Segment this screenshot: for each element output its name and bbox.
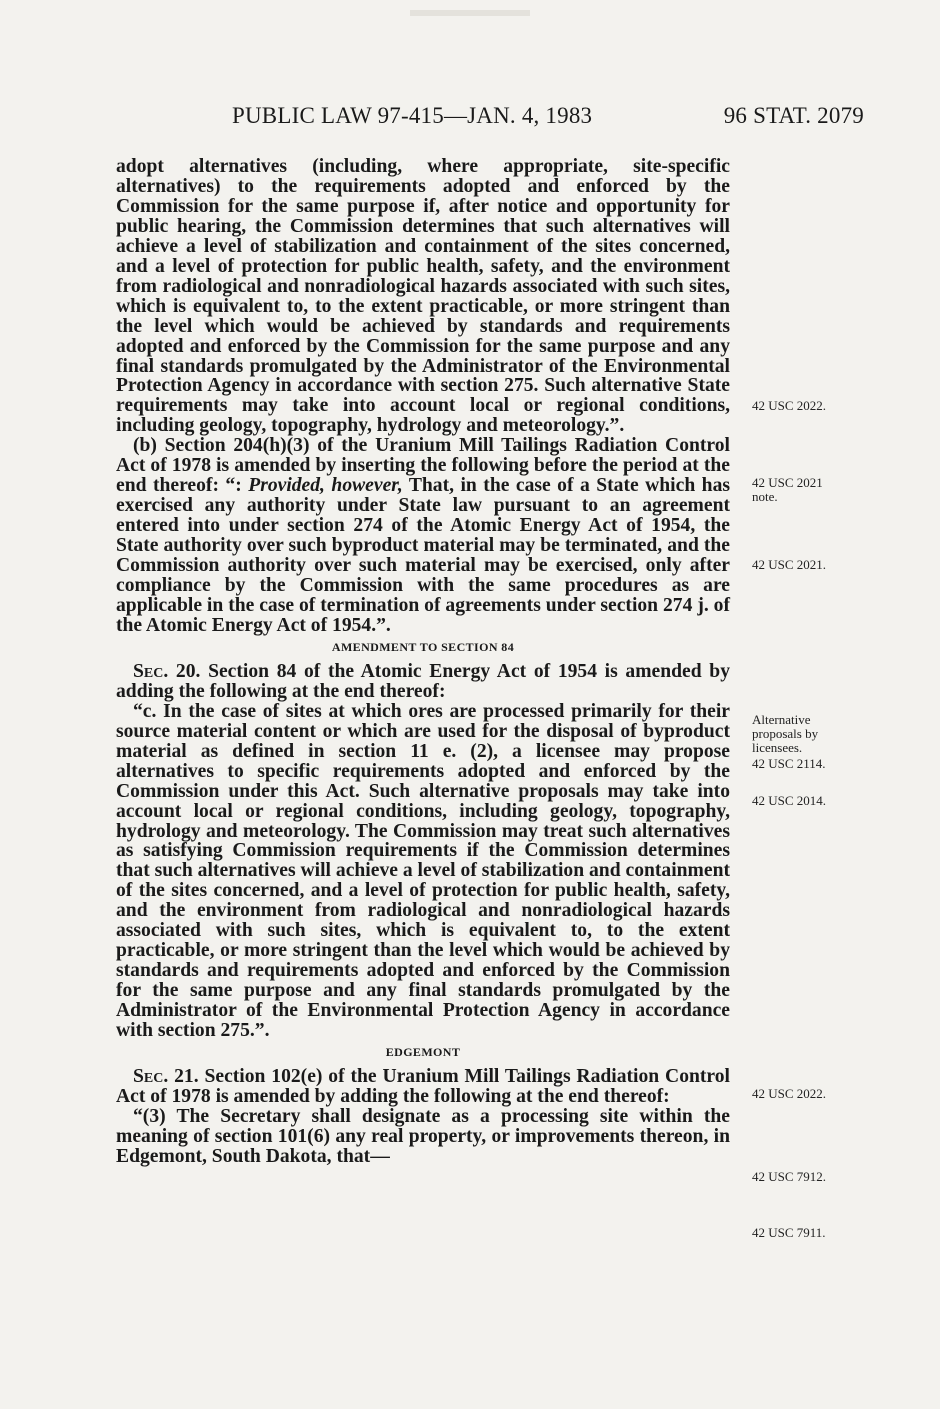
statute-page-number: 96 STAT. 2079 [723,103,864,128]
paragraph-3: “(3) The Secretary shall designate as a processing site within the meaning of section 101(6) any real property, or improvements thereon, in Edgemont, South Dakota, that— [116,1105,730,1167]
section-21: Sec. 21. Section 102(e) of the Uranium Mill Tailings Radiation Control Act of 1978 is amended by adding the following at the end thereof: [116,1065,730,1107]
paragraph-section-b: (b) Section 204(h)(3) of the Uranium Mill Tailings Radiation Control Act of 1978 is amended by inserting the following before the period at the end thereof: “: Provided, however, That, in the case of a State which has exercised any authority under State law pursuant to an agreement entered into under section 274 of the Atomic Energy Act of 1954, the State authority over such byproduct material may be terminated, and the Commission authority over such material may be exercised, only after compliance by the Commission with the same procedures as are applicable in the case of termination of agreements under section 274 j. of the Atomic Energy Act of 1954.”. [116,435,731,636]
margin-note: 42 USC 2021 note. [752,475,823,504]
body-text [116,157,730,1167]
section-heading-edgemont: EDGEMONT [385,1044,461,1059]
section-label: Sec. 21. [133,1065,199,1087]
margin-note: Alternative proposals by licensees. [752,712,819,755]
paragraph-c: “c. In the case of sites at which ores are processed primarily for their source material content or which are used for the disposal of byproduct material as defined in section 11 e. (2), a licensee may propose alternatives to specific requirements adopted and enforced by the Commission under this Act. Such alternative proposals may take into account local or regional conditions, including geology, topography, hydrology and meteorology. The Commission may treat such alternatives as satisfying Commission requirements if the Commission determines that such alternatives will achieve a level of stabilization and containment of the sites concerned, and a level of protection for public health, safety, and the environment from radiological and nonradiological hazards associated with such sites, which is equivalent to, to the extent practicable, or more stringent than the level which would be achieved by standards and requirements adopted and enforced by the Commission for the same purpose and any final standards promulgated by the Administrator of the Environmental Protection Agency in accordance with section 275.”. [116,700,730,1042]
margin-note: 42 USC 2021. [752,557,827,572]
section-heading-amendment-84: AMENDMENT TO SECTION 84 [331,639,515,654]
margin-note: 42 USC 2022. [752,1086,827,1101]
margin-note: 42 USC 2014. [752,793,827,808]
public-law-title: PUBLIC LAW 97-415—JAN. 4, 1983 [232,103,593,128]
margin-note: 42 USC 7911. [752,1225,826,1240]
bleed-through-artifact [410,10,530,16]
margin-note: 42 USC 2022. [752,398,827,413]
paragraph-continuation: adopt alternatives (including, where appropriate, site-specific alternatives) to the requirements adopted and enforced by the Commission for the same purpose if, after notice and opportunity for public hearing, the Commission determines that such alternatives will achieve a level of stabilization and containment of the sites concerned, and a level of protection for public health, safety, and the environment from radiological and nonradiological hazards associated with such sites, which is equivalent to, to the extent practicable, or more stringent than the level which would be achieved by standards and requirements adopted and enforced by the Commission for the same purpose and any final standards promulgated by the Administrator of the Environmental Protection Agency in accordance with section 275. Such alternative State requirements may take into account local or regional conditions, including geology, topography, hydrology and meteorology.”. [116,156,730,437]
margin-note: 42 USC 7912. [752,1169,827,1184]
section-20: Sec. 20. Section 84 of the Atomic Energy Act of 1954 is amended by adding the following at the end thereof: [116,660,730,702]
margin-note: 42 USC 2114. [752,756,826,771]
italic-proviso: Provided, however, [248,475,403,497]
section-label: Sec. 20. [133,660,201,682]
